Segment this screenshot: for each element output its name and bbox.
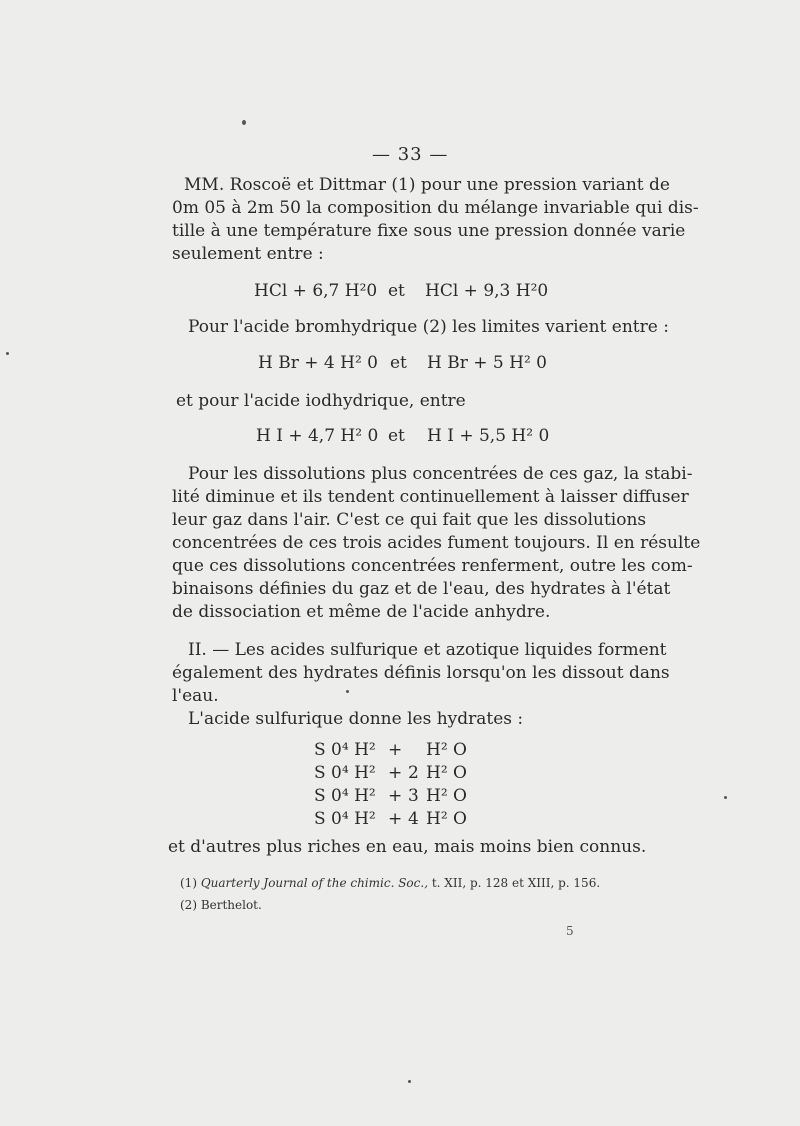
scan-speck xyxy=(346,690,349,693)
paragraph-dissolutions xyxy=(172,463,701,624)
text-line: et pour l'acide iodhydrique, entre xyxy=(176,391,466,411)
conjunction: et xyxy=(390,353,407,373)
footnote-marker: (1) xyxy=(180,876,197,890)
scan-speck xyxy=(724,796,727,799)
text-line: seulement entre : xyxy=(172,244,324,264)
hydrate-water: H² O xyxy=(426,763,467,783)
paragraph-conclusion xyxy=(168,836,647,859)
hydrate-base: S 0⁴ H² xyxy=(314,786,376,806)
text-line: leur gaz dans l'air. C'est ce qui fait que les dissolutions xyxy=(172,510,647,530)
text-line: L'acide sulfurique donne les hydrates : xyxy=(188,709,524,729)
text-line: tille à une température fixe sous une pression donnée varie xyxy=(172,221,686,241)
hydrate-operator: + xyxy=(388,809,403,829)
footnote-journal-title: Quarterly Journal of the chimic. Soc., xyxy=(200,876,429,890)
page-number: — 33 — xyxy=(372,144,449,165)
text-line: et d'autres plus riches en eau, mais moins bien connus. xyxy=(168,837,647,857)
hydrate-coefficient: 2 xyxy=(408,763,419,783)
text-line: Pour l'acide bromhydrique (2) les limites varient entre : xyxy=(188,317,669,337)
equation-hbr xyxy=(0,353,800,377)
hydrate-coefficient: 3 xyxy=(408,786,419,806)
conjunction: et xyxy=(388,426,405,446)
formula-left: HCl + 6,7 H²0 xyxy=(254,281,378,301)
paragraph-hbr xyxy=(172,316,669,339)
hydrate-water: H² O xyxy=(426,809,467,829)
text-line: l'eau. xyxy=(172,686,219,706)
text-line: binaisons définies du gaz et de l'eau, des hydrates à l'état xyxy=(172,579,671,599)
formula-left: H I + 4,7 H² 0 xyxy=(256,426,379,446)
text-line: 0m 05 à 2m 50 la composition du mélange invariable qui dis- xyxy=(172,198,699,218)
hydrate-base: S 0⁴ H² xyxy=(314,763,376,783)
formula-left: H Br + 4 H² 0 xyxy=(258,353,378,373)
text-line: MM. Roscoë et Dittmar (1) pour une pression variant de xyxy=(184,175,670,195)
scan-speck xyxy=(6,352,9,355)
formula-right: HCl + 9,3 H²0 xyxy=(425,281,549,301)
hydrate-water: H² O xyxy=(426,786,467,806)
equation-hcl xyxy=(0,281,800,305)
scan-speck xyxy=(408,1080,411,1083)
hydrate-operator: + xyxy=(388,763,403,783)
formula-right: H I + 5,5 H² 0 xyxy=(427,426,550,446)
formula-right: H Br + 5 H² 0 xyxy=(427,353,547,373)
hydrate-base: S 0⁴ H² xyxy=(314,740,376,760)
signature-mark: 5 xyxy=(566,924,574,938)
text-line: concentrées de ces trois acides fument toujours. Il en résulte xyxy=(172,533,701,553)
paragraph-section-ii xyxy=(172,639,670,708)
scan-speck xyxy=(242,120,246,125)
hydrate-base: S 0⁴ H² xyxy=(314,809,376,829)
text-line: II. — Les acides sulfurique et azotique liquides forment xyxy=(188,640,667,660)
footnote-reference: t. XII, p. 128 et XIII, p. 156. xyxy=(431,876,601,890)
text-line: Pour les dissolutions plus concentrées de ces gaz, la stabi- xyxy=(188,464,693,484)
hydrate-water: H² O xyxy=(426,740,467,760)
hydrate-operator: + xyxy=(388,786,403,806)
text-line: de dissociation et même de l'acide anhydre. xyxy=(172,602,551,622)
text-line: que ces dissolutions concentrées renferment, outre les com- xyxy=(172,556,693,576)
conjunction: et xyxy=(388,281,405,301)
equation-hi xyxy=(0,426,800,450)
hydrate-coefficient: 4 xyxy=(408,809,419,829)
paragraph-roscoe xyxy=(172,174,699,266)
text-line: également des hydrates définis lorsqu'on les dissout dans xyxy=(172,663,670,683)
text-line: lité diminue et ils tendent continuellement à laisser diffuser xyxy=(172,487,689,507)
paragraph-sulfurique xyxy=(172,708,628,731)
footnote-1 xyxy=(180,876,600,890)
paragraph-hi xyxy=(172,390,628,413)
footnote-2: (2) Berthelot. xyxy=(180,898,262,912)
hydrate-operator: + xyxy=(388,740,403,760)
